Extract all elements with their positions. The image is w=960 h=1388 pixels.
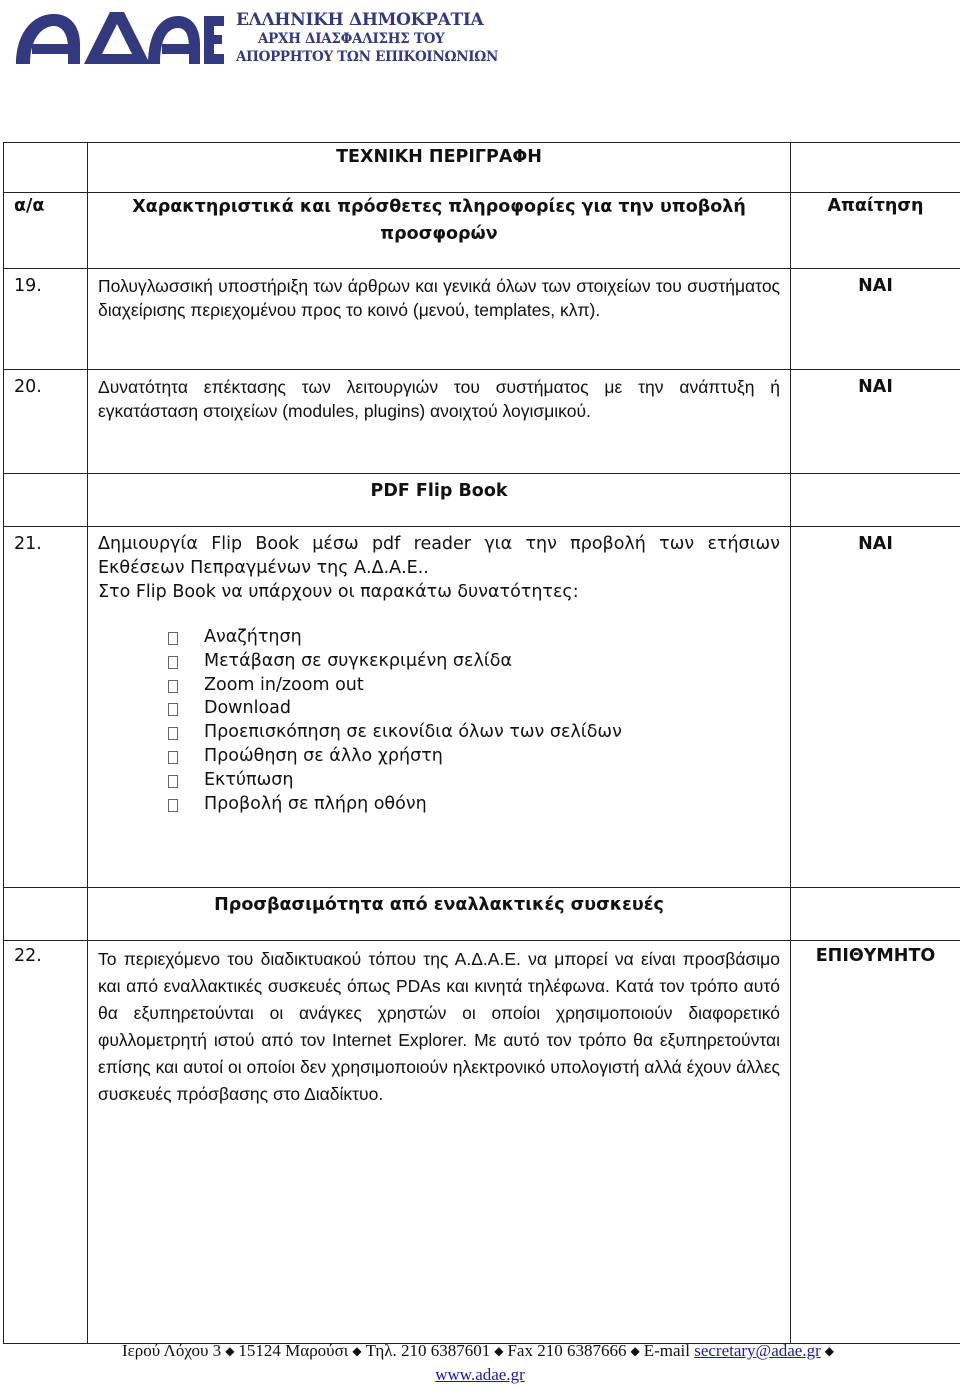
list-item: Zoom in/zoom out	[168, 674, 780, 698]
checkbox-icon	[168, 775, 178, 788]
list-item: Μετάβαση σε συγκεκριμένη σελίδα	[168, 650, 780, 674]
footer-address: Ιερού Λόχου 3	[122, 1341, 222, 1360]
footer-postcode: 15124 Μαρούσι	[238, 1341, 349, 1360]
section-title-accessibility: Προσβασιμότητα από εναλλακτικές συσκευές	[88, 888, 791, 941]
row-number: 21.	[4, 527, 88, 888]
row-number: 20.	[4, 370, 88, 474]
col-header-num: α/α	[4, 193, 88, 269]
diamond-icon: ◆	[352, 1344, 362, 1358]
table-header-row	[4, 193, 960, 269]
table-row	[4, 370, 960, 474]
row-requirement: ΝΑΙ	[791, 527, 960, 888]
checkbox-icon	[168, 703, 178, 716]
checkbox-icon	[168, 751, 178, 764]
row-description: Πολυγλωσσική υποστήριξη των άρθρων και γενικά όλων των στοιχείων του συστήματος διαχείρισης περιεχομένου προς το κοινό (μενού, templates, κλπ).	[88, 269, 791, 370]
row-number: 22.	[4, 941, 88, 1344]
checkbox-icon	[168, 632, 178, 645]
row-requirement: ΝΑΙ	[791, 269, 960, 370]
row-requirement: ΕΠΙΘΥΜΗΤΟ	[791, 941, 960, 1344]
footer-phone: Τηλ. 210 6387601	[365, 1341, 491, 1360]
table-title: ΤΕΧΝΙΚΗ ΠΕΡΙΓΡΑΦΗ	[88, 143, 791, 193]
row-description: Δυνατότητα επέκτασης των λειτουργιών του συστήματος με την ανάπτυξη ή εγκατάσταση στοιχείων (modules, plugins) ανοιχτού λογισμικού.	[88, 370, 791, 474]
list-item: Download	[168, 697, 780, 721]
diamond-icon: ◆	[824, 1344, 834, 1358]
table-row	[4, 941, 960, 1344]
list-item: Αναζήτηση	[168, 626, 780, 650]
page-footer	[0, 1339, 960, 1387]
checkbox-icon	[168, 727, 178, 740]
logo-text: ΑΔΑΕ	[14, 4, 17, 5]
footer-website-link[interactable]: www.adae.gr	[435, 1365, 525, 1384]
diamond-icon: ◆	[630, 1344, 640, 1358]
row-21-intro: Στο Flip Book να υπάρχουν οι παρακάτω δυνατότητες:	[98, 582, 579, 602]
row-description: Το περιεχόμενο του διαδικτυακού τόπου της Α.Δ.Α.Ε. να μπορεί να είναι προσβάσιμο και από εναλλακτικές συσκευές όπως PDAs και κινητά τηλέφωνα. Κατά τον τρόπο αυτό θα εξυπηρετούνται οι ανάγκες χρηστών οι οποίοι χρησιμοποιούν διαφορετικό φυλλομετρητή ιστού από τον Internet Explorer. Με αυτό τον τρόπο θα εξυπηρετούνται επίσης και αυτοί οι οποίοι δεν χρησιμοποιούν ηλεκτρονικό υπολογιστή αλλά έχουν άλλες συσκευές πρόσβασης στο Διαδίκτυο.	[88, 941, 791, 1344]
row-number: 19.	[4, 269, 88, 370]
technical-description-table	[3, 142, 960, 1344]
checkbox-icon	[168, 656, 178, 669]
footer-email-link[interactable]: secretary@adae.gr	[694, 1341, 821, 1360]
feature-list	[98, 626, 780, 816]
checkbox-icon	[168, 680, 178, 693]
adae-logo-mark	[14, 4, 224, 70]
checkbox-icon	[168, 799, 178, 812]
row-21-text: Δημιουργία Flip Book μέσω pdf reader για την προβολή των ετήσιων Εκθέσεων Πεπραγμένων της Α.Δ.Α.Ε..	[98, 534, 780, 578]
section-row-accessibility	[4, 888, 960, 941]
section-row-pdf	[4, 474, 960, 527]
col-header-desc: Χαρακτηριστικά και πρόσθετες πληροφορίες για την υποβολή προσφορών	[88, 193, 791, 269]
footer-email-label: E-mail	[643, 1341, 690, 1360]
organization-name	[236, 10, 498, 66]
row-requirement: ΝΑΙ	[791, 370, 960, 474]
organization-logo	[14, 4, 499, 72]
diamond-icon: ◆	[494, 1344, 504, 1358]
list-item: Προεπισκόπηση σε εικονίδια όλων των σελίδων	[168, 721, 780, 745]
diamond-icon: ◆	[225, 1344, 235, 1358]
section-title-pdf-flip-book: PDF Flip Book	[88, 474, 791, 527]
list-item: Εκτύπωση	[168, 769, 780, 793]
list-item: Προώθηση σε άλλο χρήστη	[168, 745, 780, 769]
list-item: Προβολή σε πλήρη οθόνη	[168, 793, 780, 817]
org-line-3: ΑΠΟΡΡΗΤΟΥ ΤΩΝ ΕΠΙΚΟΙΝΩΝΙΩΝ	[236, 49, 499, 65]
table-row	[4, 527, 960, 888]
table-row	[4, 269, 960, 370]
table-title-row	[4, 143, 960, 193]
col-header-req: Απαίτηση	[791, 193, 960, 269]
footer-contact-line	[0, 1339, 960, 1363]
org-line-1: ΕΛΛΗΝΙΚΗ ΔΗΜΟΚΡΑΤΙΑ	[236, 10, 484, 30]
row-description	[88, 527, 791, 888]
footer-fax: Fax 210 6387666	[507, 1341, 627, 1360]
org-line-2: ΑΡΧΗ ΔΙΑΣΦΑΛΙΣΗΣ ΤΟΥ	[258, 31, 445, 47]
